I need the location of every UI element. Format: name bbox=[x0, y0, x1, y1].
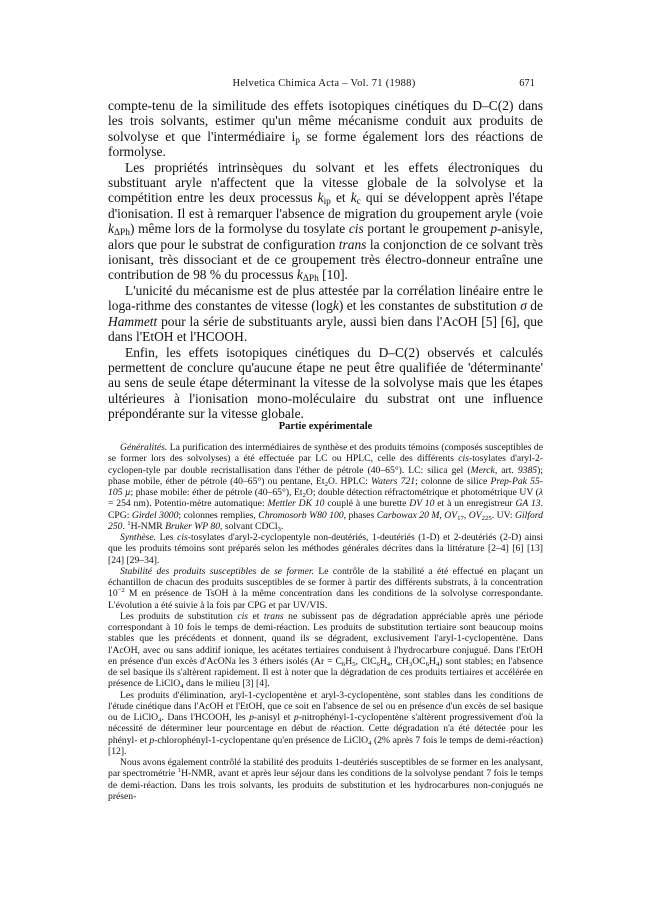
paragraph-synthese: Synthèse. Les cis-tosylates d'aryl-2-cyclopentyle non-deutériés, 1-deutériés (1-D) et 2-deutériés (2-D) ainsi que les produits témoins sont préparés selon les méthodes générales décrites dans la littérature [2–4] [6] [13] [24] [29–34]. bbox=[108, 532, 543, 566]
paragraph: Nous avons également contrôlé la stabilité des produits 1-deutériés susceptibles de se former en les analysant, par spectrométrie $^1$H-NMR, avant et après leur séjour dans les conditions de la solvolyse pendant 7 fois le temps de demi-réaction. Dans les trois solvants, les produits de substitution et les hydrocarbures non-conjugués ne présen- bbox=[108, 757, 543, 802]
paragraph: L'unicité du mécanisme est de plus attestée par la corrélation linéaire entre le loga-rithme des constantes de vitesse (logk) et les constantes de substitution σ de Hammett pour la série de substituants aryle, aussi bien dans l'AcOH [5] [6], que dans l'EtOH et l'HCOOH. bbox=[108, 282, 543, 345]
running-header bbox=[0, 77, 648, 91]
paragraph: Les propriétés intrinsèques du solvant et les effets électroniques du substituant aryle n'affectent que la vitesse globale de la solvolyse et la compétition entre les deux processus $k_{ip}$ et $k_c$ qui se développent après l'étape d'ionisation. Il est à remarquer l'absence de migration du groupement aryle (voie $k_{\Delta Ph}$) même lors de la formolyse du tosylate cis portant le groupement p-anisyle, alors que pour le substrat de configuration trans la conjonction de ce solvant très ionisant, très dissociant et de ce groupement très électro-donneur entraîne une contribution de 98 % du processus $k_{\Delta Ph}$ [10]. bbox=[108, 159, 544, 285]
paragraph: Enfin, les effets isotopiques cinétiques du D–C(2) observés et calculés permettent de conclure qu'aucune étape ne peut être qualifiée de 'déterminante' au sens de seule étape déterminant la vitesse de la solvolyse mais que les étapes ultérieures à l'ionisation mono-moléculaire du substrat ont une influence prépondérante sur la vitesse globale. bbox=[108, 344, 543, 422]
paragraph: compte-tenu de la similitude des effets isotopiques cinétiques du D–C(2) dans les trois solvants, estimer qu'un même mécanisme conduit aux produits de solvolyse et que l'intermédiaire $i_p$ se forme également lors des réactions de formolyse. bbox=[108, 98, 543, 160]
paragraph: Les produits de substitution cis et trans ne subissent pas de dégradation appréciable après une période correspondant à 10 fois le temps de demi-réaction. Les produits de substitution tertiaire sont beaucoup moins stables que les précédents et donnent, quand ils se dégradent, exclusivement l'aryl-1-cyclopentène. Dans l'AcOH, avec ou sans additif ionique, les acétates tertiaires conduisent à l'hydrocarbure conjugué. Dans l'EtOH en présence d'un excès d'AcONa les 3 éthers isolés ($Ar = C_6H_5$, $ClC_6H_4$, $CH_3OC_6H_4$) sont stables; en l'absence de sel basique ils s'altèrent rapidement. Il est à noter que la dégradation de ces produits tertiaires et accélérée en présence de LiClO$_4$ dans le milieu [3] [4]. bbox=[108, 610, 544, 691]
experimental-section bbox=[108, 442, 543, 802]
page-number: 671 bbox=[519, 78, 535, 89]
paragraph-generalites: Généralités. La purification des intermédiaires de synthèse et des produits témoins (composés susceptibles de se former lors des solvolyses) a été effectuée par LC ou HPLC, celle des différents cis-tosylates d'aryl-2-cyclopen-tyle par double recristallisation dans l'éther de pétrole (40–65°). LC: silica gel (Merck, art. 9385); phase mobile, éther de pétrole (40–65°) ou pentane, $Et_2O$. HPLC: Waters 721; colonne de silice Prep-Pak 55-105 µ; phase mobile: éther de pétrole (40–65°), $Et_2O$; double détection réfractométrique et photométrique UV (λ = 254 nm). Potentio-mètre automatique: Mettler DK 10 couplé à une burette DV 10 et à un enregistreur GA 13. CPG: Girdel 3000; colonnes remplies, Chromosorb W80 100, phases Carbowax 20 M, $OV_{17}$, $OV_{225}$. UV: Gilford 250. $^1$H-NMR Bruker WP 80, solvant CDCl$_3$. bbox=[108, 442, 544, 533]
main-text bbox=[108, 98, 543, 422]
section-title: Partie expérimentale bbox=[278, 421, 373, 432]
paragraph: Les produits d'élimination, aryl-1-cyclopentène et aryl-3-cyclopentène, sont stables dans les conditions de l'étude cinétique dans l'AcOH et l'EtOH, que ce soit en l'absence de sel ou en présence d'un excès de sel basique ou de LiClO$_4$. Dans l'HCOOH, les p-anisyl et p-nitrophényl-1-cyclopentène s'altèrent progressivement d'où la nécessité de déterminer leur pourcentage en début de réaction. Cette dégradation n'a été détectée pour les phényl- et p-chlorophényl-1-cyclopentane qu'en présence de LiClO$_4$ (2% après 7 fois le temps de demi-réaction) [12]. bbox=[108, 689, 543, 757]
paragraph-stabilite: Stabilité des produits susceptibles de se former. Le contrôle de la stabilité a été effectué en plaçant un échantillon de chacun des produits susceptibles de se former à partir des différents substrats, à la concentration $10^{-2}$ M en présence de TsOH à la même concentration dans les conditions de la solvolyse correspondante. L'évolution a été suivie à la fois par CPG et par UV/VIS. bbox=[108, 565, 544, 611]
journal-title: Helvetica Chimica Acta – Vol. 71 (1988) bbox=[232, 78, 416, 89]
